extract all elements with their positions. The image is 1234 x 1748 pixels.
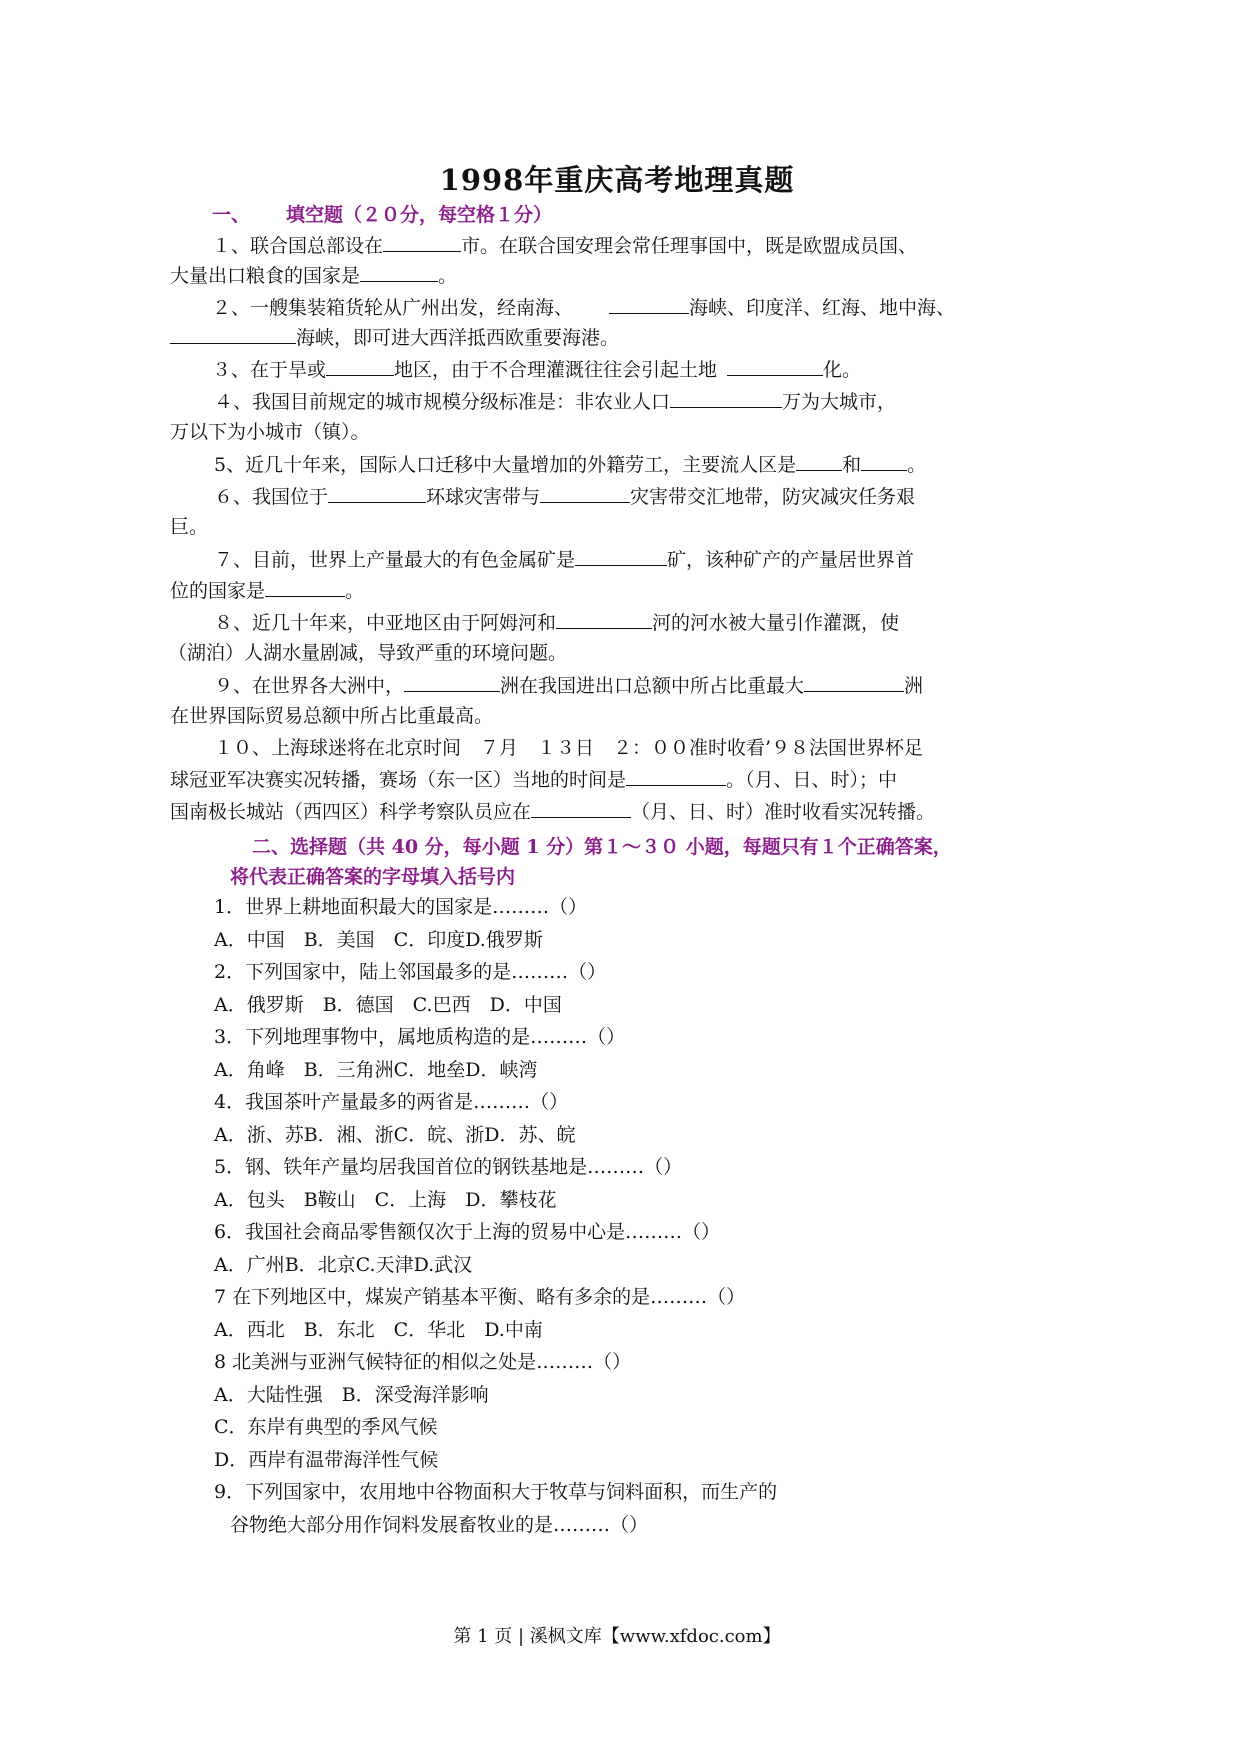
answer-blank	[328, 484, 426, 503]
answer-blank	[575, 547, 667, 566]
fill-q5-line	[214, 452, 926, 477]
choice-line: 5．钢、铁年产量均居我国首位的钢铁基地是………（）	[214, 1156, 683, 1178]
choice-line: A．包头 B鞍山 C．上海 D．攀枝花	[214, 1189, 557, 1211]
answer-blank	[804, 673, 904, 692]
choice-line: 4．我国茶叶产量最多的两省是………（）	[214, 1091, 569, 1113]
answer-blank	[670, 389, 782, 408]
answer-blank	[727, 357, 823, 376]
fill-q8-line2	[168, 641, 567, 665]
fill-q1-text-c: 大量出口粮食的国家是	[170, 265, 361, 287]
fill-q1-line1	[212, 233, 917, 258]
choice-line: A．广州B．北京C.天津D.武汉	[214, 1254, 473, 1276]
choice-line: A．角峰 B．三角洲C．地垒D．峡湾	[214, 1059, 538, 1081]
fill-q6-text-a: ６、我国位于	[214, 486, 329, 508]
fill-q7-line2	[170, 578, 364, 603]
fill-q7-line1	[214, 547, 914, 572]
fill-q1-text-a: １、联合国总部设在	[212, 235, 384, 257]
answer-blank	[796, 452, 842, 471]
section1-heading: 填空题（２０分，每空格１分）	[286, 204, 553, 226]
section2-heading-line2: 将代表正确答案的字母填入括号内	[230, 866, 516, 888]
answer-blank	[170, 325, 296, 344]
fill-q1-text-d: 。	[438, 265, 458, 287]
fill-q6-text-c: 灾害带交汇地带，防灾减灾任务艰	[630, 486, 916, 508]
fill-q9-text-b: 洲在我国进出口总额中所占比重最大	[500, 675, 805, 697]
choice-line: 3．下列地理事物中，属地质构造的是………（）	[214, 1026, 626, 1048]
answer-blank	[326, 357, 394, 376]
choice-line: A．大陆性强 B．深受海洋影响	[214, 1384, 489, 1406]
choice-line: D．西岸有温带海洋性气候	[214, 1449, 439, 1471]
choice-line: 6．我国社会商品零售额仅次于上海的贸易中心是………（）	[214, 1221, 721, 1243]
fill-q2-text-a: ２、一艘集装箱货轮从广州出发，经南海、	[212, 297, 574, 319]
fill-q5-text-b: 和	[842, 454, 862, 476]
fill-q10-line1	[214, 736, 923, 760]
fill-q2-text-b: 海峡、印度洋、红海、地中海、	[689, 297, 956, 319]
choice-line: 7 在下列地区中，煤炭产销基本平衡、略有多余的是………（）	[214, 1286, 746, 1308]
fill-q10-line3	[170, 799, 935, 824]
fill-q3-text-c: 化。	[823, 359, 862, 381]
fill-q3-line	[212, 357, 861, 382]
choice-line: A．中国 B．美国 C．印度D.俄罗斯	[214, 929, 543, 951]
fill-q10-line2	[170, 767, 897, 792]
fill-q6-line2	[170, 515, 208, 539]
answer-blank	[383, 233, 461, 252]
fill-q6-line1	[214, 484, 915, 509]
answer-blank	[531, 799, 631, 818]
choice-line: 谷物绝大部分用作饲料发展畜牧业的是………（）	[230, 1514, 649, 1536]
fill-q4-text-b: 万为大城市，	[782, 391, 897, 413]
fill-q10-text-b: 球冠亚军决赛实况转播，赛场（东一区）当地的时间是	[170, 769, 627, 791]
fill-q3-text-a: ３、在于旱或	[212, 359, 327, 381]
fill-q7-text-c: 位的国家是	[170, 580, 266, 602]
fill-q10-text-a: １０、上海球迷将在北京时间 ７月 １３日 ２：００准时收看’９８法国世界杯足	[214, 737, 924, 759]
fill-q3-text-b: 地区，由于不合理灌溉往往会引起土地	[394, 359, 718, 381]
section1-number: 一、	[212, 204, 251, 226]
fill-q5-text-a: 5、近几十年来，国际人口迁移中大量增加的外籍劳工，主要流人区是	[214, 454, 797, 476]
answer-blank	[404, 673, 500, 692]
fill-q7-text-b: 矿，该种矿产的产量居世界首	[667, 549, 915, 571]
fill-q2-text-c: 海峡，即可进大西洋抵西欧重要海港。	[296, 327, 620, 349]
choice-line: 2．下列国家中，陆上邻国最多的是………（）	[214, 961, 607, 983]
fill-q10-text-d: 国南极长城站（西四区）科学考察队员应在	[170, 801, 532, 823]
choice-line: 1．世界上耕地面积最大的国家是………（）	[214, 896, 588, 918]
fill-q9-line1	[214, 673, 923, 698]
fill-q8-text-b: 河的河水被大量引作灌溉，使	[652, 612, 900, 634]
fill-q9-line2	[170, 704, 493, 728]
fill-q9-text-d: 在世界国际贸易总额中所占比重最高。	[170, 705, 494, 727]
fill-q1-line2	[170, 263, 457, 288]
fill-q4-line1	[214, 389, 896, 414]
answer-blank	[265, 578, 345, 597]
choice-line: C．东岸有典型的季风气候	[214, 1416, 438, 1438]
fill-q7-text-a: ７、目前，世界上产量最大的有色金属矿是	[214, 549, 576, 571]
answer-blank	[540, 484, 630, 503]
fill-q9-text-a: ９、在世界各大洲中，	[214, 675, 405, 697]
fill-q8-line1	[214, 610, 899, 635]
answer-blank	[556, 610, 652, 629]
answer-blank	[861, 452, 907, 471]
page-footer: 第 1 页 | 溪枫文库【www.xfdoc.com】	[453, 1626, 781, 1647]
fill-q4-text-c: 万以下为小城市（镇）。	[170, 421, 370, 443]
fill-q2-line1	[212, 295, 955, 320]
fill-q6-text-d: 巨。	[170, 516, 209, 538]
fill-q5-text-c: 。	[907, 454, 927, 476]
fill-q1-text-b: 市。在联合国安理会常任理事国中，既是欧盟成员国、	[461, 235, 918, 257]
fill-q9-text-c: 洲	[904, 675, 924, 697]
fill-q2-line2	[170, 325, 619, 350]
choice-line: A．西北 B．东北 C．华北 D.中南	[214, 1319, 543, 1341]
fill-q4-text-a: ４、我国目前规定的城市规模分级标准是：非农业人口	[214, 391, 671, 413]
fill-q6-text-b: 环球灾害带与	[426, 486, 541, 508]
fill-q8-text-c: （湖泊）人湖水量剧减，导致严重的环境问题。	[168, 642, 568, 664]
fill-q10-text-c: 。（月、日、时）；中	[726, 769, 898, 791]
section2-heading-line1: 二、选择题（共 40 分，每小题 1 分）第１～３０ 小题，每题只有１个正确答案，	[252, 836, 952, 858]
choice-line: A．俄罗斯 B．德国 C.巴西 D．中国	[214, 994, 562, 1016]
fill-q10-text-e: （月、日、时）准时收看实况转播。	[631, 801, 936, 823]
answer-blank	[626, 767, 726, 786]
choice-line: A．浙、苏B．湘、浙C．皖、浙D．苏、皖	[214, 1124, 576, 1146]
choice-line: 8 北美洲与亚洲气候特征的相似之处是………（）	[214, 1351, 632, 1373]
page-title: 1998年重庆高考地理真题	[439, 163, 795, 197]
fill-q7-text-d: 。	[345, 580, 365, 602]
answer-blank	[360, 263, 438, 282]
fill-q4-line2	[170, 420, 370, 444]
fill-q8-text-a: ８、近几十年来，中亚地区由于阿姆河和	[214, 612, 557, 634]
choice-line: 9．下列国家中，农用地中谷物面积大于牧草与饲料面积，而生产的	[214, 1481, 778, 1503]
answer-blank	[609, 295, 689, 314]
